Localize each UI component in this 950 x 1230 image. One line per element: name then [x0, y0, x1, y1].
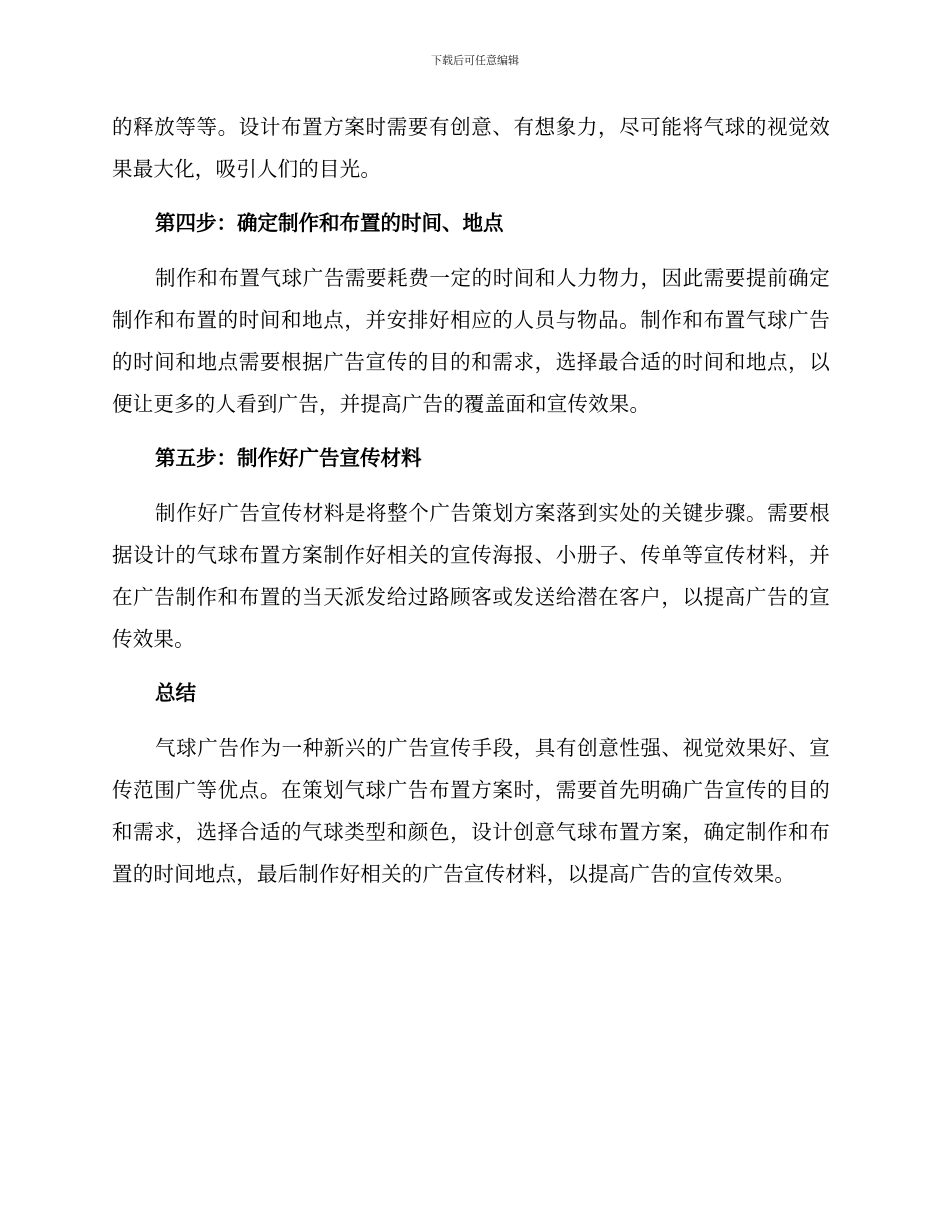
step5-paragraph: 制作好广告宣传材料是将整个广告策划方案落到实处的关键步骤。需要根据设计的气球布置方案制作好相关的宣传海报、小册子、传单等宣传材料，并在广告制作和布置的当天派发给过路顾客或发送给潜在客户，以提高广告的宣传效果。 — [112, 501, 830, 651]
step4-paragraph: 制作和布置气球广告需要耗费一定的时间和人力物力，因此需要提前确定制作和布置的时间和地点，并安排好相应的人员与物品。制作和布置气球广告的时间和地点需要根据广告宣传的目的和需求，选择最合适的时间和地点，以便让更多的人看到广告，并提高广告的覆盖面和宣传效果。 — [112, 266, 830, 416]
page-header: 下载后可任意编辑 — [431, 54, 519, 67]
summary-paragraph: 气球广告作为一种新兴的广告宣传手段，具有创意性强、视觉效果好、宣传范围广等优点。在策划气球广告布置方案时，需要首先明确广告宣传的目的和需求，选择合适的气球类型和颜色，设计创意气球布置方案，确定制作和布置的时间地点，最后制作好相关的广告宣传材料，以提高广告的宣传效果。 — [112, 736, 830, 886]
spacer — [112, 190, 830, 202]
document-body — [112, 106, 830, 895]
spacer — [112, 660, 830, 672]
spacer — [112, 479, 830, 492]
spacer — [112, 714, 830, 727]
step5-heading: 第五步：制作好广告宣传材料 — [155, 446, 422, 470]
intro-paragraph: 的释放等等。设计布置方案时需要有创意、有想象力，尽可能将气球的视觉效果最大化，吸引人们的目光。 — [112, 115, 830, 181]
summary-heading: 总结 — [155, 681, 196, 705]
spacer — [112, 244, 830, 257]
step4-heading: 第四步：确定制作和布置的时间、地点 — [155, 211, 504, 235]
spacer — [112, 425, 830, 437]
